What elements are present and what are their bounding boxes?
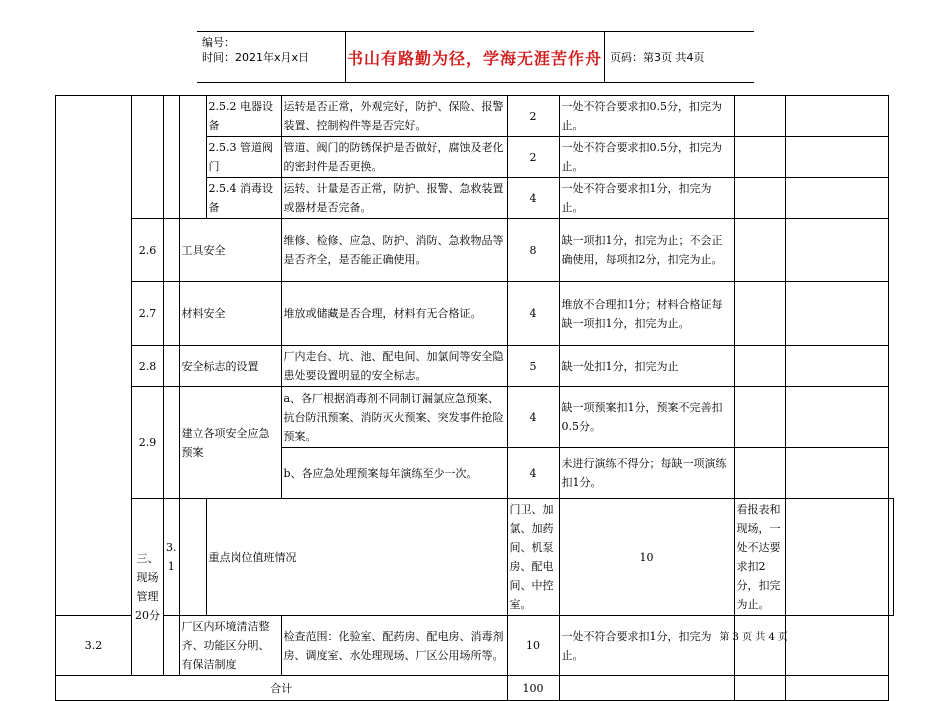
remarks-cell bbox=[785, 219, 888, 282]
header-divider bbox=[604, 32, 605, 82]
score-cell: 2 bbox=[507, 96, 559, 137]
deduction-cell bbox=[734, 219, 785, 282]
content-cell: 堆放或储藏是否合理，材料有无合格证。 bbox=[281, 282, 507, 346]
score-cell: 5 bbox=[507, 346, 559, 387]
spacer-cell bbox=[164, 346, 180, 387]
spacer-cell bbox=[164, 387, 180, 499]
section-label: 三、现场管理20分 bbox=[132, 499, 164, 676]
criteria-cell: 缺一项扣1分，扣完为止；不会正确使用，每项扣2分，扣完为止。 bbox=[559, 219, 734, 282]
score-cell: 4 bbox=[507, 178, 559, 219]
item-cell: 2.5.4 消毒设备 bbox=[206, 178, 281, 219]
deduction-cell bbox=[734, 282, 785, 346]
score-cell: 4 bbox=[507, 282, 559, 346]
item-cell: 厂区内环境清洁整齐、功能区分明、有保洁制度 bbox=[179, 616, 281, 676]
header-motto: 书山有路勤为径，学海无涯苦作舟 bbox=[347, 48, 603, 68]
header-meta bbox=[202, 35, 342, 65]
item-cell: 材料安全 bbox=[179, 282, 281, 346]
criteria-cell: 缺一处扣1分，扣完为止 bbox=[559, 346, 734, 387]
num-cell: 3.1 bbox=[164, 499, 180, 616]
table-row bbox=[56, 387, 894, 448]
score-cell: 8 bbox=[507, 219, 559, 282]
deduction-cell bbox=[785, 499, 888, 616]
deduction-cell bbox=[734, 96, 785, 137]
item-cell: 2.5.3 管道阀门 bbox=[206, 137, 281, 178]
content-cell: 管道、阀门的防锈保护是否做好，腐蚀及老化的密封件是否更换。 bbox=[281, 137, 507, 178]
deduction-cell bbox=[734, 178, 785, 219]
remarks-cell bbox=[785, 178, 888, 219]
content-cell: 厂内走台、坑、池、配电间、加氯间等安全隐患处要设置明显的安全标志。 bbox=[281, 346, 507, 387]
num-cell: 2.9 bbox=[132, 387, 164, 499]
section-cell bbox=[56, 96, 132, 616]
deduction-cell bbox=[734, 676, 785, 701]
content-cell: b、各应急处理预案每年演练至少一次。 bbox=[281, 448, 507, 499]
subgroup-cell bbox=[179, 96, 206, 219]
table-row bbox=[56, 96, 894, 137]
score-cell: 4 bbox=[507, 387, 559, 448]
content-cell: 检查范围：化验室、配药房、配电房、消毒剂房、调度室、水处理现场、厂区公用场所等。 bbox=[281, 616, 507, 676]
criteria-cell bbox=[559, 676, 734, 701]
criteria-cell: 未进行演练不得分；每缺一项演练扣1分。 bbox=[559, 448, 734, 499]
criteria-cell: 一处不符合要求扣0.5分，扣完为止。 bbox=[559, 96, 734, 137]
remarks-cell bbox=[785, 448, 888, 499]
content-cell: 运转是否正常，外观完好，防护、保险、报警装置、控制构件等是否完好。 bbox=[281, 96, 507, 137]
document-date: 时间：2021年x月x日 bbox=[202, 51, 310, 64]
criteria-cell: 一处不符合要求扣0.5分，扣完为止。 bbox=[559, 137, 734, 178]
spacer-cell bbox=[164, 219, 180, 282]
table-row bbox=[56, 499, 894, 616]
num-cell bbox=[132, 96, 164, 219]
document-number-label: 编号： bbox=[202, 36, 235, 49]
page-footer: 第 3 页 共 4 页 bbox=[719, 632, 788, 643]
num-cell: 2.8 bbox=[132, 346, 164, 387]
total-score: 100 bbox=[507, 676, 559, 701]
num-cell: 2.6 bbox=[132, 219, 164, 282]
deduction-cell bbox=[734, 616, 785, 676]
page-header bbox=[197, 31, 754, 83]
criteria-cell: 缺一项预案扣1分，预案不完善扣0.5分。 bbox=[559, 387, 734, 448]
item-cell: 建立各项安全应急预案 bbox=[179, 387, 281, 499]
spacer-cell bbox=[179, 499, 206, 616]
remarks-cell bbox=[785, 676, 888, 701]
num-cell: 2.7 bbox=[132, 282, 164, 346]
table-row bbox=[56, 282, 894, 346]
criteria-cell: 看报表和现场，一处不达要求扣2分，扣完为止。 bbox=[734, 499, 785, 616]
criteria-cell: 一处不符合要求扣1分，扣完为止。 bbox=[559, 616, 734, 676]
remarks-cell bbox=[785, 137, 888, 178]
remarks-cell bbox=[785, 346, 888, 387]
item-cell: 重点岗位值班情况 bbox=[206, 499, 507, 616]
spacer-cell bbox=[164, 616, 180, 676]
total-label: 合计 bbox=[56, 676, 508, 701]
remarks-cell bbox=[888, 499, 893, 616]
score-cell: 4 bbox=[507, 448, 559, 499]
item-cell: 工具安全 bbox=[179, 219, 281, 282]
deduction-cell bbox=[734, 346, 785, 387]
table-row bbox=[56, 219, 894, 282]
spacer-cell bbox=[164, 282, 180, 346]
table-row bbox=[56, 616, 894, 676]
deduction-cell bbox=[734, 137, 785, 178]
content-cell: 运转、计量是否正常，防护、报警、急救装置或器材是否完备。 bbox=[281, 178, 507, 219]
remarks-cell bbox=[785, 282, 888, 346]
content-cell: 维修、检修、应急、防护、消防、急救物品等是否齐全，是否能正确使用。 bbox=[281, 219, 507, 282]
criteria-cell: 堆放不合理扣1分；材料合格证每缺一项扣1分，扣完为止。 bbox=[559, 282, 734, 346]
score-cell: 10 bbox=[559, 499, 734, 616]
score-cell: 10 bbox=[507, 616, 559, 676]
total-row bbox=[56, 676, 894, 701]
spacer-cell bbox=[164, 96, 180, 219]
item-cell: 2.5.2 电器设备 bbox=[206, 96, 281, 137]
header-page-info: 页码：第3页 共4页 bbox=[610, 51, 705, 64]
deduction-cell bbox=[734, 387, 785, 448]
remarks-cell bbox=[785, 96, 888, 137]
remarks-cell bbox=[785, 616, 888, 676]
num-cell: 3.2 bbox=[56, 616, 132, 676]
content-cell: 门卫、加氯、加药间、机泵房、配电间、中控室。 bbox=[507, 499, 559, 616]
header-divider bbox=[345, 32, 346, 82]
item-cell: 安全标志的设置 bbox=[179, 346, 281, 387]
evaluation-table bbox=[55, 95, 894, 701]
deduction-cell bbox=[734, 448, 785, 499]
content-cell: a、各厂根据消毒剂不同制订漏氯应急预案、抗台防汛预案、消防灭火预案、突发事件抢险预案。 bbox=[281, 387, 507, 448]
remarks-cell bbox=[785, 387, 888, 448]
table-row bbox=[56, 346, 894, 387]
score-cell: 2 bbox=[507, 137, 559, 178]
criteria-cell: 一处不符合要求扣1分，扣完为止。 bbox=[559, 178, 734, 219]
